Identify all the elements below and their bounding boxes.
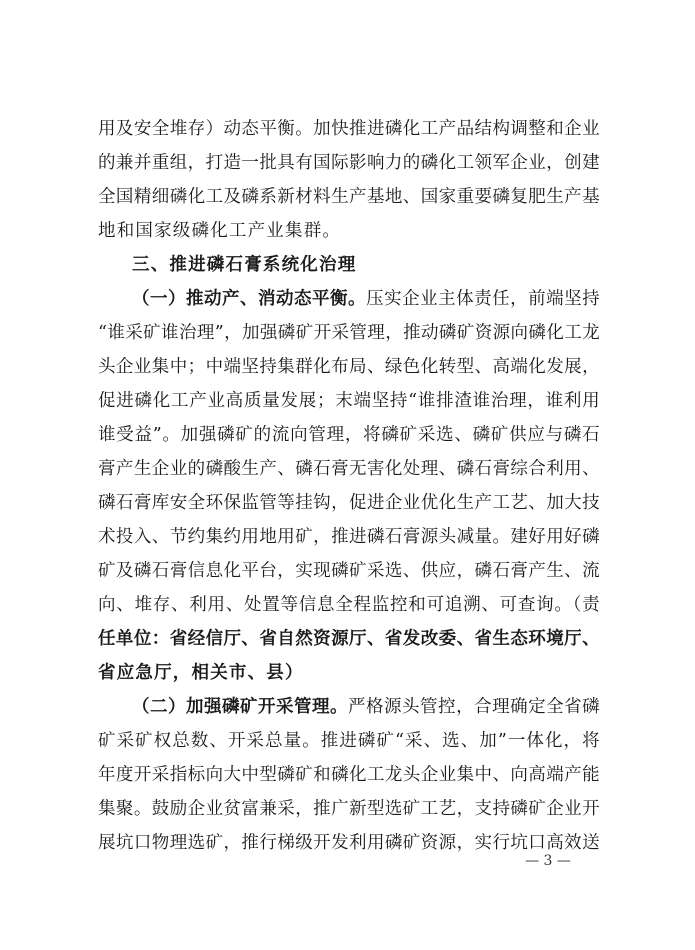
responsibility-line: 省应急厅，相关市、县） xyxy=(98,663,304,683)
paragraph-line: 集聚。鼓励企业贫富兼采，推广新型选矿工艺，支持磷矿企业开 xyxy=(98,799,600,819)
subsection-text: 严格源头管控，合理确定全省磷 xyxy=(348,697,600,717)
paragraph-line: 术投入、节约集约用地用矿，推进磷石膏源头减量。建好用好磷 xyxy=(98,527,600,547)
paragraph-line: 磷石膏库安全环保监管等挂钩，促进企业优化生产工艺、加大技 xyxy=(98,493,600,513)
paragraph-line: 用及安全堆存）动态平衡。加快推进磷化工产品结构调整和企业 xyxy=(98,119,600,139)
section-heading: 三、推进磷石膏系统化治理 xyxy=(132,255,357,275)
page-number: — 3 — xyxy=(525,853,571,869)
paragraph-line: 地和国家级磷化工产业集群。 xyxy=(98,221,342,241)
subsection-first-line xyxy=(132,284,600,314)
subsection-title: （一）推动产、消动态平衡。 xyxy=(132,289,367,309)
subsection-text: 压实企业主体责任，前端坚持 xyxy=(366,289,601,309)
paragraph-line: 矿采矿权总数、开采总量。推进磷矿“采、选、加”一体化，将 xyxy=(98,731,600,751)
paragraph-line: 谁受益”。加强磷矿的流向管理，将磷矿采选、磷矿供应与磷石 xyxy=(98,425,600,445)
paragraph-line: 向、堆存、利用、处置等信息全程监控和可追溯、可查询。（责 xyxy=(98,595,600,615)
paragraph-line: 促进磷化工产业高质量发展；末端坚持“谁排渣谁治理，谁利用 xyxy=(98,391,600,411)
paragraph-line: 矿及磷石膏信息化平台，实现磷矿采选、供应，磷石膏产生、流 xyxy=(98,561,600,581)
paragraph-line: 头企业集中；中端坚持集群化布局、绿色化转型、高端化发展， xyxy=(98,357,600,377)
paragraph-line: 年度开采指标向大中型磷矿和磷化工龙头企业集中、向高端产能 xyxy=(98,765,600,785)
paragraph-line: 展坑口物理选矿，推行梯级开发利用磷矿资源，实行坑口高效送 xyxy=(98,833,600,853)
paragraph-line: 的兼并重组，打造一批具有国际影响力的磷化工领军企业，创建 xyxy=(98,153,600,173)
paragraph-line: 膏产生企业的磷酸生产、磷石膏无害化处理、磷石膏综合利用、 xyxy=(98,459,600,479)
paragraph-line: “谁采矿谁治理”，加强磷矿开采管理，推动磷矿资源向磷化工龙 xyxy=(98,323,600,343)
paragraph-line: 全国精细磷化工及磷系新材料生产基地、国家重要磷复肥生产基 xyxy=(98,187,600,207)
subsection-title: （二）加强磷矿开采管理。 xyxy=(132,697,349,717)
responsibility-line: 任单位：省经信厅、省自然资源厅、省发改委、省生态环境厅、 xyxy=(98,629,600,649)
subsection-first-line xyxy=(132,692,600,722)
